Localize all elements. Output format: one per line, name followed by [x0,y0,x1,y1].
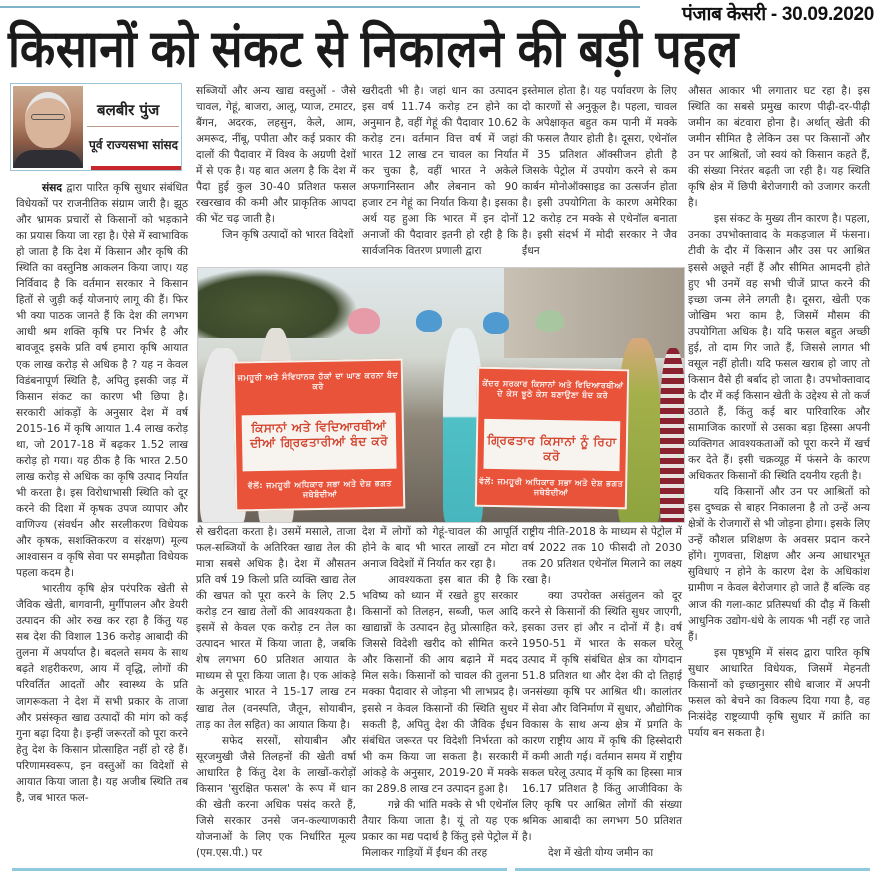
paragraph: भारतीय कृषि क्षेत्र परंपरिक खेती से जैविक खेती, बागवानी, मुर्गीपालन और डेयरी उत्पादन की ओर रुख कर रहा है किंतु यह सब देश की विशाल 136 करोड़ आबादी की तुलना में अपर्याप्त है। बदलते समय के साथ बढ़ते शहरीकरण, आय में वृद्धि, लोगों की परिवर्तित आदतों और स्वास्थ्य के प्रति जागरूकता ने देश में सभी प्रकार के ताजा और प्रसंस्कृत खाद्य उत्पादों की मांग को कई गुना बढ़ा दिया है। इन्हीं जरूरतों को पूरा करने हेतु देश के किसान प्रोत्साहित नहीं हो रहे हैं। परिणामस्वरूप, इन वस्तुओं का विदेशों से आयात किया जाता है। यह अजीब स्थिति तब है, जब भारत फल- [16,583,188,804]
paragraph: इस पृष्ठभूमि में संसद द्वारा पारित कृषि सुधार आधारित विधेयक, जिसमें मेहनती किसानों को इच्छानुसार सीधे बाजार में अपनी फसल को बेचने का विकल्प दिया गया है, वह निःसंदेह राष्ट्रव्यापी कृषि सुधार में क्रांति का पर्याय बन सकता है। [688,646,870,739]
article-column-3-top [362,83,518,263]
photo-person [660,348,685,523]
banner-right-bottom-text: ਵੱਲੋਂ: ਜਮਹੂਰੀ ਅਧਿਕਾਰ ਸਭਾ ਅਤੇ ਦੇਸ਼ ਭਗਤ ਜਥੇਬੰਦੀਆਂ [479,476,624,498]
paragraph: आवश्यकता इस बात की है कि भविष्य को ध्यान में रखते हुए सरकार किसानों को तिलहन, सब्जी, फल आदि खाद्यान्नों के उत्पादन हेतु प्रोत्साहित करे, जिससे विदेशी खरीद को सीमित करने और किसानों की आय बढ़ाने में मदद मिल सके। किसानों को चावल की तुलना मक्का पैदावार से जोड़ना भी लाभप्रद है। इससे न केवल किसानों की स्थिति सुधर सकती है, अपितु देश की जैविक ईंधन संबंधित जरूरत पर विदेशी निर्भरता को भी कम किया जा सकता है। सरकारी आंकड़े के अनुसार, 2019-20 में मक्के का 289.8 लाख टन उत्पादन हुआ है। [362,574,518,795]
article-column-5 [688,83,870,873]
article-column-3-bottom [362,524,518,870]
photo-turban [536,310,564,332]
byline-accent-bar [91,166,181,170]
paragraph: औसत आकार भी लगातार घट रहा है। इस स्थिति का सबसे प्रमुख कारण पीढ़ी-दर-पीढ़ी जमीन का बंटवारा होना है। अर्थात् खेती की जमीन सीमित है लेकिन उस पर किसानों और उन पर आश्रितों, जो स्वयं को किसान कहते हैं, की संख्या निरंतर बढ़ती जा रही है। यह स्थिति कृषि क्षेत्र में छिपी बेरोजगारी को उजागर करती है। [688,85,870,210]
paragraph: देश में लोगों को गेहूं-चावल की आपूर्ति होने के बाद भी भारत लाखों टन मोटा अनाज विदेशों में निर्यात कर रहा है। [362,526,518,571]
photo-turban [483,312,509,334]
paragraph: जिन कृषि उत्पादों को भारत विदेशों [222,229,354,242]
paragraph: सफेद सरसों, सोयाबीन और सूरजमुखी जैसे तिलहनों की खेती वर्षा आधारित है किंतु देश के लाखों-करोड़ों किसान 'सुरक्षित फसल' के रूप में धान की खेती करना अधिक पसंद करते हैं, जिसे सरकार उनसे जन-कल्याणकारी योजनाओं के लिए एक निर्धारित मूल्य (एम.एस.पी.) पर [196,734,356,859]
article-column-1 [16,180,188,870]
banner-left-middle-text: ਕਿਸਾਨਾਂ ਅਤੇ ਵਿਦਿਆਰਥੀਆਂ ਦੀਆਂ ਗ੍ਰਿਫਤਾਰੀਆਂ ਬੰਦ ਕਰੋ [250,418,389,451]
lead-word: संसद [42,182,62,194]
byline-box [10,83,182,171]
paragraph: खरीदती भी है। जहां धान का उत्पादन इस वर्ष 11.74 करोड़ टन होने का अनुमान है, वहीं गेहूं की पैदावार 10.62 करोड़ टन। वर्तमान वित्त वर्ष में जहां भारत 12 लाख टन चावल का निर्यात कर चुका है, वहीं भारत ने अकेले अफगानिस्तान और लेबनान को 90 हजार टन गेहूं का निर्यात किया है। इसका अर्थ यह हुआ कि भारत में इन दोनों अनाजों की पैदावार इतनी हो रही है कि सार्वजनिक वितरण प्रणाली द्वारा [362,85,518,258]
author-photo-coat [13,150,83,168]
author-photo-face [25,92,71,148]
paragraph [16,180,188,581]
paragraph: राष्ट्रीय नीति-2018 के माध्यम से पेट्रोल में वर्ष 2022 तक 10 फीसदी तो 2030 तक 20 प्रतिशत एथेनॉल मिलाने का लक्ष्य रखा है। [522,526,682,587]
protest-photo [197,267,685,523]
paragraph-text: द्वारा पारित कृषि सुधार संबंधित विधेयकों पर राजनीतिक संग्राम जारी है। झूठ और भ्रामक प्रचारों से किसानों को भड़काने का प्रयास किया जा रहा है। ऐसे में स्वाभाविक हो जाता है कि देश में किसान और कृषि की स्थिति का वस्तुनिष्ठ आकलन किया जाए। यह निर्विवाद है कि वर्तमान सरकार ने किसान हितों से जुड़ी कई योजनाएं लागू की हैं। फिर भी क्या पाठक जानते हैं कि देश की लगभग आधी श्रम शक्ति कृषि पर निर्भर है और बावजूद इसके प्रति वर्ष हमारा कृषि आयात एक लाख करोड़ से अधिक है ? यह न केवल विडंबनापूर्ण स्थिति है, अपितु इसकी जड़ में किसान संकट का कारण भी छिपा है। सरकारी आंकड़ों के अनुसार देश में वर्ष 2015-16 में कृषि आयात 1.4 लाख करोड़ था, जो 2017-18 में बढ़कर 1.52 लाख करोड़ हो गया। यह ठीक है कि भारत 2.50 लाख करोड़ से अधिक का कृषि उत्पाद निर्यात भी करता है। इस विरोधाभासी स्थिति को दूर करने की दिशा में कृषक उपज व्यापार और वाणिज्य (संवर्धन और सरलीकरण विधेयक और कृषक, सशक्तिकरण व संरक्षण) मूल्य आश्वासन व कृषि सेवा पर समझौता विधेयक पहला कदम है। [16,182,188,580]
banner-right-top-text: ਕੇਂਦਰ ਸਰਕਾਰ ਕਿਸਾਨਾਂ ਅਤੇ ਵਿਦਿਆਰਥੀਆਂ ਦੇ ਕੇਸ ਝੂਠੇ ਕੇਸ ਬਣਾਉਣਾ ਬੰਦ ਕਰੋ [482,378,624,400]
paragraph: यदि किसानों और उन पर आश्रितों को इस दुष्चक्र से बाहर निकालना है तो उन्हें अन्य क्षेत्रों के रोजगारों से भी जोड़ना होगा। इसके लिए उन्हें कौशल प्रशिक्षण के अवसर प्रदान करने होंगे। गुणवत्ता, शिक्षण और अन्य आधारभूत सुविधाएं न होने के कारण देश के अधिकांश ग्रामीण न केवल बेरोजगार हो जाते हैं बल्कि वह आज की गला-काट प्रतिस्पर्धा की दौड़ में किसी आधुनिक उद्योग-धंधे के लायक भी नहीं रह जाते हैं। [688,486,870,643]
banner-left-top-text: ਜਮਹੂਰੀ ਅਤੇ ਸੰਵਿਧਾਨਕ ਹੱਕਾਂ ਦਾ ਘਾਣ ਕਰਨਾ ਬੰਦ ਕਰੋ [237,370,399,392]
paragraph: गन्ने की भांति मक्के से भी एथेनॉल तैयार किया जाता है। यूं तो यह एक प्रकार का मद्य पदार्थ है किंतु इसे पेट्रोल में मिलाकर गाड़ियों में ईंधन की तरह [362,798,518,859]
protest-banner-right [475,367,629,510]
article-column-2-bottom [196,524,356,870]
paragraph: इस्तेमाल होता है। यह पर्यावरण के लिए दो कारणों से अनुकूल है। पहला, चावल के अपेक्षाकृत बहुत कम पानी में मक्के की फसल तैयार होती है। दूसरा, एथेनॉल में 35 प्रतिशत ऑक्सीजन होती है जिसके पेट्रोल में उपयोग करने से कम कार्बन मोनोऑक्साइड का उत्सर्जन होता है। इसी उपयोगिता के कारण अमेरिका 12 करोड़ टन मक्के से एथेनॉल बनाता है। इसी संदर्भ में मोदी सरकार ने जैव ईंधन [522,85,677,258]
photo-turban [348,308,380,334]
byline-rule [87,126,179,127]
newspaper-source-date: पंजाब केसरी - 30.09.2020 [681,4,874,25]
banner-right-middle-text: ਗ੍ਰਿਫਤਾਰ ਕਿਸਾਨਾਂ ਨੂੰ ਰਿਹਾ ਕਰੋ [487,432,617,464]
author-photo-glasses [31,114,65,120]
author-name: बलबीर पुंज [97,101,160,119]
paragraph: देश में खेती योग्य जमीन का [548,846,654,859]
article-column-4-top [522,83,677,263]
article-headline: किसानों को संकट से निकालने की बड़ी पहल [8,19,739,78]
author-photo [13,86,83,168]
paragraph: से खरीदता करता है। उसमें मसाले, ताजा फल-सब्जियों के अतिरिक्त खाद्य तेल की मात्रा सबसे अधिक है। देश में औसतन प्रति वर्ष 19 किलो प्रति व्यक्ति खाद्य तेल की खपत को पूरा करने के लिए 2.5 करोड़ टन खाद्य तेलों की आवश्यकता है। इसमें से केवल एक करोड़ टन तेल का उत्पादन भारत में किया जाता है, जबकि शेष लगभग 60 प्रतिशत आयात के माध्यम से पूरा किया जाता है। एक आंकड़े के अनुसार भारत ने 15-17 लाख टन खाद्य तेल (वनस्पति, जैतून, सोयाबीन, ताड़ का तेल सहित) का आयात किया है। [196,526,356,731]
author-title: पूर्व राज्यसभा सांसद [89,138,179,152]
article-column-4-bottom [522,524,682,870]
protest-banner-left [233,359,406,512]
paragraph: क्या उपरोक्त असंतुलन को दूर करने से किसानों की स्थिति सुधर जाएगी, इसका उत्तर हां और न दोनों में है। वर्ष 1950-51 में भारत के सकल घरेलू उत्पाद में कृषि संबंधित क्षेत्र का योगदान 51.8 प्रतिशत था और देश की दो तिहाई जनसंख्या कृषि पर आश्रित थी। कालांतर में सेवा और विनिर्माण में सुधार, औद्योगिक विकास के साथ अन्य क्षेत्र में प्रगति के कारण राष्ट्रीय आय में कृषि की हिस्सेदारी में कमी आती गई। वर्तमान समय में राष्ट्रीय सकल घरेलू उत्पाद में कृषि का हिस्सा मात्र 16.17 प्रतिशत है किंतु आजीविका के लिए कृषि पर आश्रित लोगों की संख्या श्रमिक आबादी का लगभग 50 प्रतिशत है। [522,590,682,843]
article-column-2-top [196,83,356,263]
bottom-rule-right [515,868,870,871]
masthead-rule [0,6,640,8]
bottom-rule-left [12,868,507,871]
photo-turban [416,310,442,332]
banner-left-bottom-text: ਵੱਲੋਂ: ਜਮਹੂਰੀ ਅਧਿਕਾਰ ਸਭਾ ਅਤੇ ਦੇਸ਼ ਭਗਤ ਜਥੇਬੰਦੀਆਂ [247,478,392,500]
paragraph: इस संकट के मुख्य तीन कारण है। पहला, उनका उपभोक्तावाद के मकड़जाल में फंसना। टीवी के दौर में किसान और उस पर आश्रित इससे अछूते नहीं हैं और सीमित आमदनी होते हुए भी उनमें वह सभी चीजें प्राप्त करने की इच्छा जन्म लेने लगती है। दूसरा, खेती एक जोखिम भरा काम है, जिसमें मौसम की उपयोगिता अधिक है। यदि फसल बहुत अच्छी हुई, तो दाम गिर जाते हैं, जिससे लागत भी वसूल नहीं होती। यदि फसल खराब हो जाए तो किसान वैसे ही बर्बाद हो जाता है। उपभोक्तावाद के दौर में कई किसान खेती के उद्देश्य से तो कर्ज उठाते हैं, किंतु कई बार पारिवारिक और सामाजिक कारणों से उसका बड़ा हिस्सा अपनी व्यक्तिगत आवश्यकताओं को पूरा करने में खर्च कर देते हैं। इसी चक्रव्यूह में फंसने के कारण अधिकतर किसानों की स्थिति दयनीय रहती है। [688,213,870,483]
paragraph: सब्जियों और अन्य खाद्य वस्तुओं - जैसे चावल, गेहूं, बाजरा, आलू, प्याज, टमाटर, बैंगन, अदरक, लहसुन, केले, आम, अमरूद, नींबू, पपीता और कई प्रकार की दालों की पैदावार में विश्व के अग्रणी देशों में से एक है। यह बात अलग है कि देश में पैदा हुई कुल 30-40 प्रतिशत फसल रखरखाव की कमी और प्राकृतिक आपदा की भेंट चढ़ जाती है। [196,85,356,226]
